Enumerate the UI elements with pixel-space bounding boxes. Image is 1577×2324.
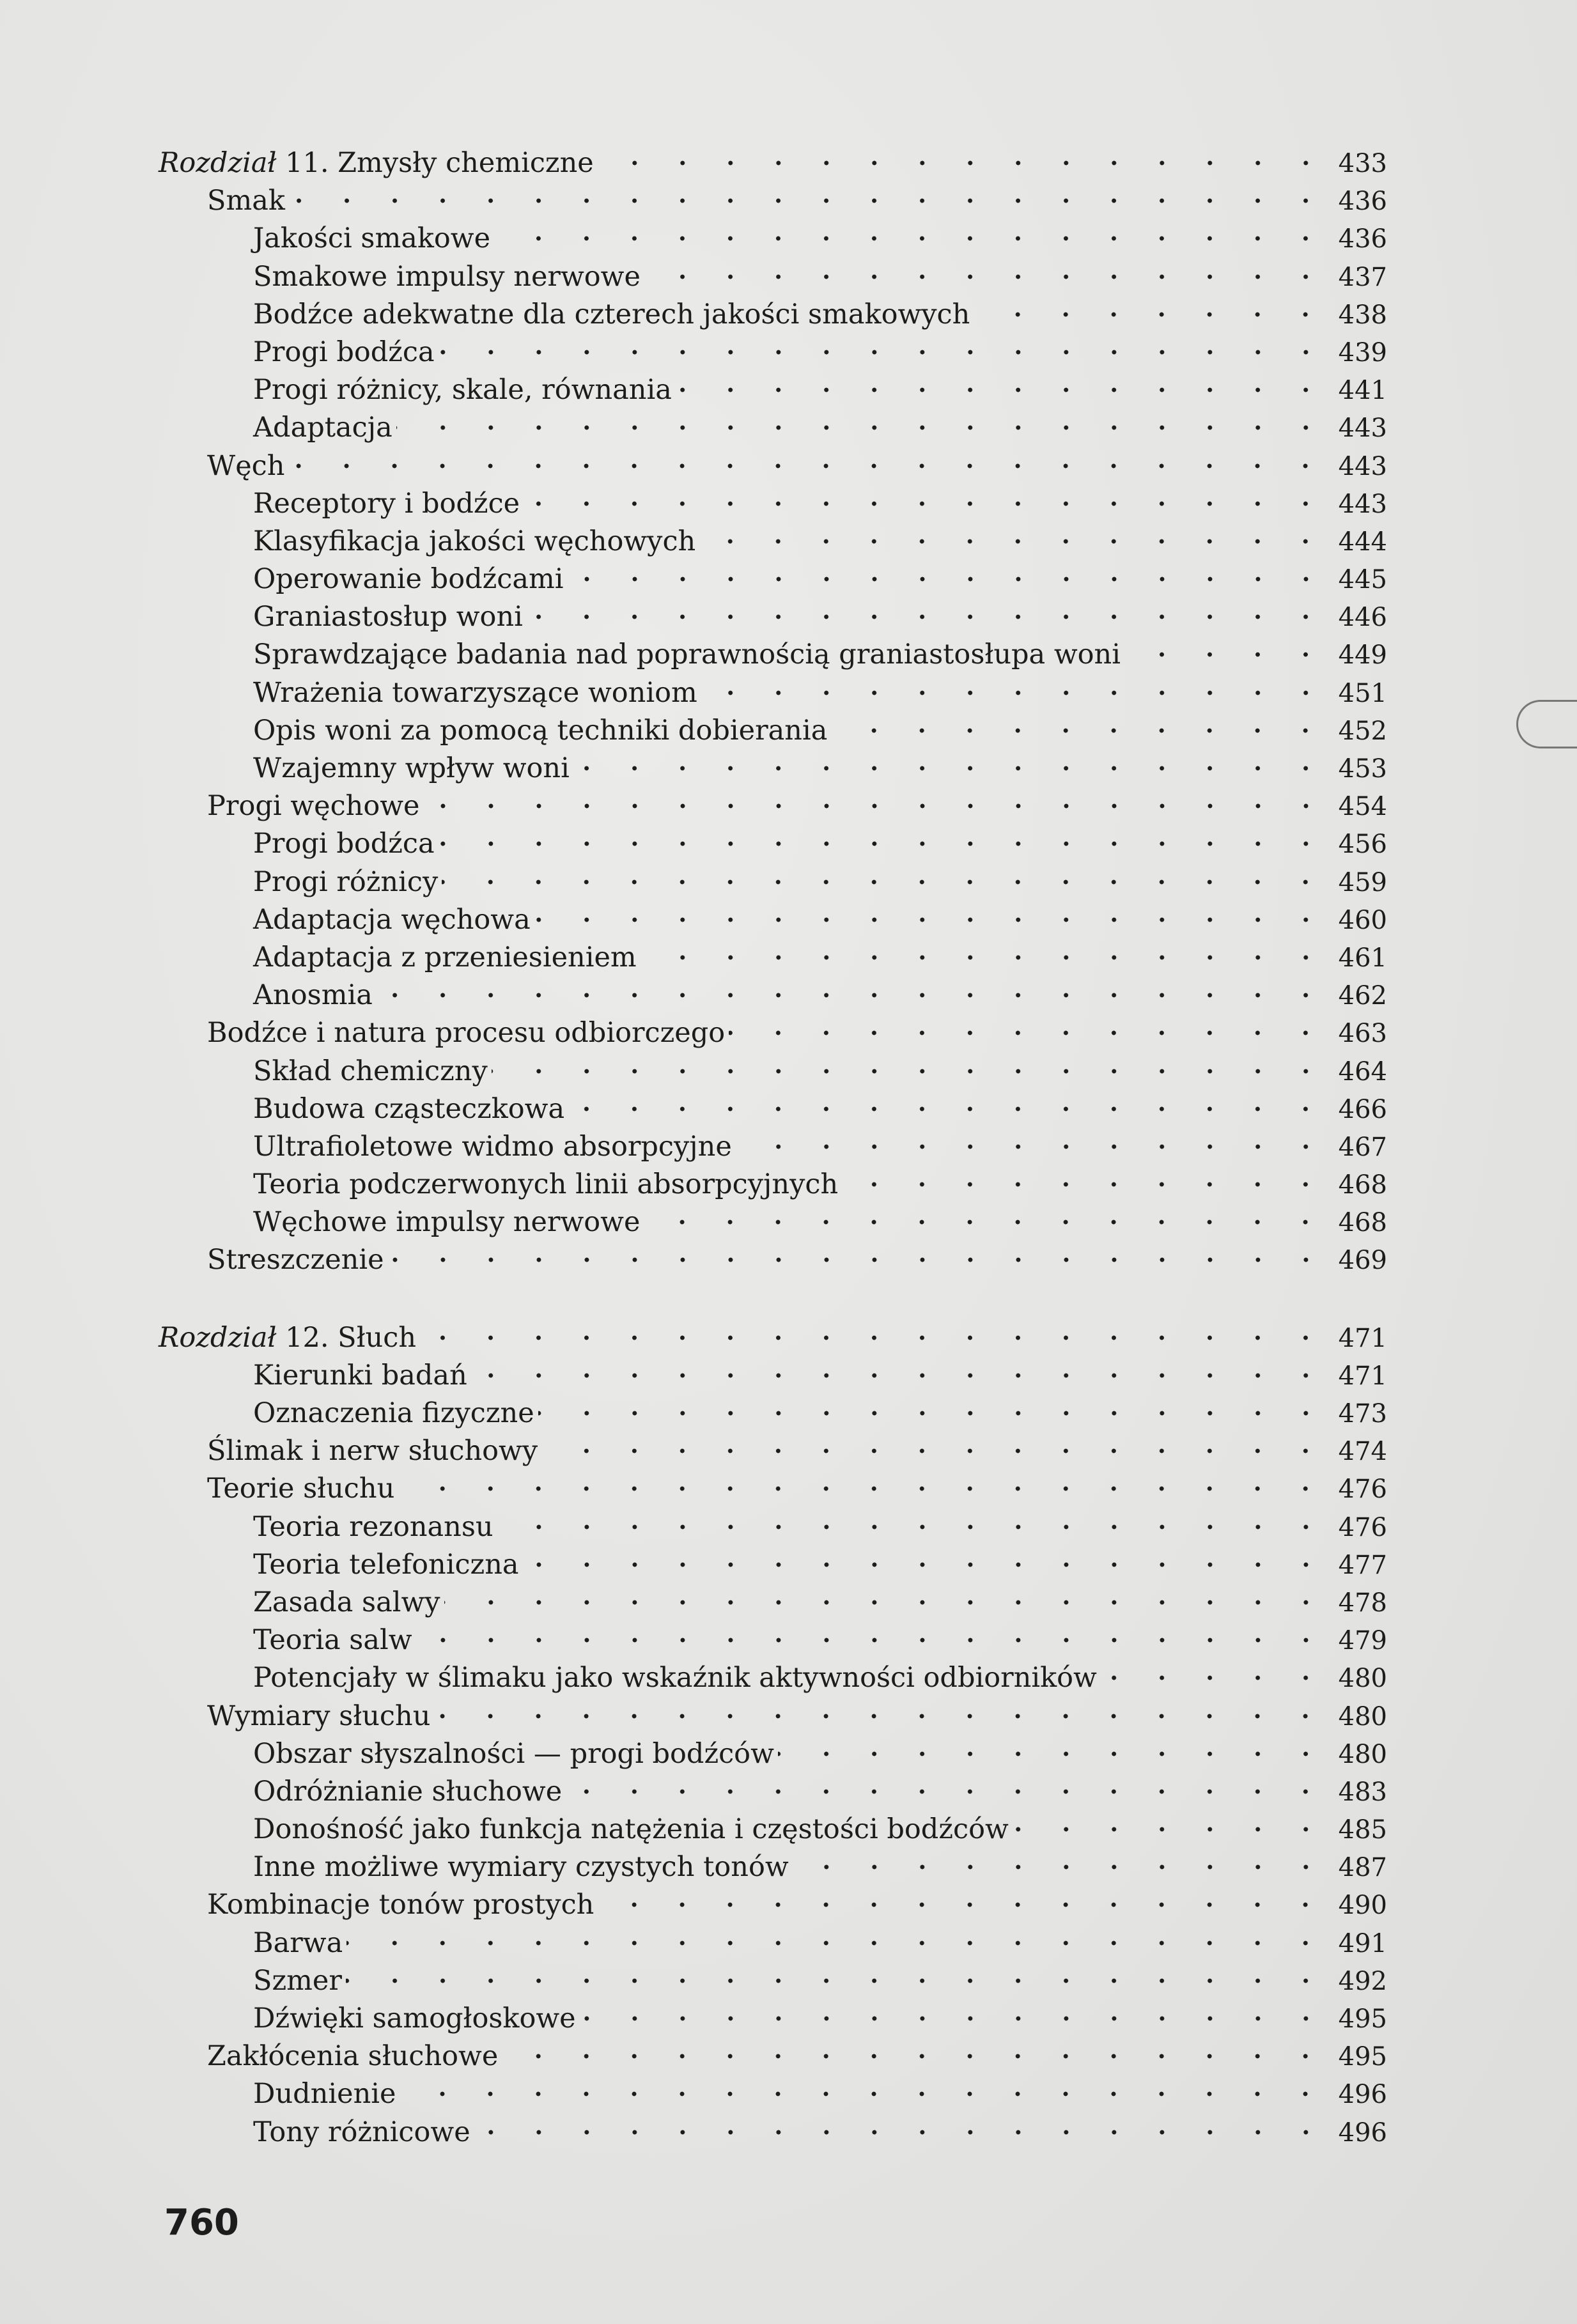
chapter-prefix: Rozdział bbox=[159, 147, 277, 179]
toc-entry-label: Dźwięki samogłoskowe bbox=[253, 2003, 576, 2034]
dot-leader bbox=[644, 1205, 1330, 1231]
toc-entry bbox=[159, 296, 1387, 334]
toc-entry-page: 446 bbox=[1338, 603, 1387, 633]
toc-entry-page: 478 bbox=[1338, 1588, 1387, 1618]
dot-leader bbox=[736, 1130, 1330, 1156]
toc-entry-page: 476 bbox=[1338, 1512, 1387, 1542]
toc-entry bbox=[159, 1053, 1387, 1090]
toc-entry bbox=[159, 1962, 1387, 2000]
toc-entry-label: Adaptacja węchowa bbox=[253, 903, 531, 936]
toc-entry-page: 480 bbox=[1338, 1701, 1387, 1731]
toc-entry-page: 466 bbox=[1338, 1094, 1387, 1124]
toc-entry bbox=[159, 864, 1387, 901]
dot-leader bbox=[793, 1850, 1330, 1876]
dot-leader bbox=[398, 1472, 1330, 1498]
toc-entry bbox=[159, 787, 1387, 825]
toc-entry-page: 480 bbox=[1338, 1664, 1387, 1694]
chapter-name: 11. Zmysły chemiczne bbox=[285, 147, 594, 179]
toc-entry-label: Skład chemiczny bbox=[253, 1055, 488, 1087]
toc-entry-page: 490 bbox=[1338, 1891, 1387, 1921]
dot-leader bbox=[566, 1775, 1330, 1801]
toc-entry-label: Potencjały w ślimaku jako wskaźnik aktywności odbiorników bbox=[253, 1662, 1097, 1694]
dot-leader bbox=[831, 714, 1330, 740]
toc-entry-label: Anosmia bbox=[253, 979, 373, 1012]
toc-entry bbox=[159, 1204, 1387, 1241]
dot-leader bbox=[439, 827, 1330, 853]
toc-entry bbox=[159, 674, 1387, 712]
toc-entry-page: 437 bbox=[1338, 262, 1387, 292]
dot-leader bbox=[729, 1016, 1330, 1042]
toc-entry-page: 485 bbox=[1338, 1815, 1387, 1845]
toc-entry bbox=[159, 1698, 1387, 1735]
dot-leader bbox=[420, 1321, 1330, 1347]
toc-entry-label: Receptory i bodźce bbox=[253, 487, 520, 520]
toc-entry-page: 464 bbox=[1338, 1057, 1387, 1087]
dot-leader bbox=[444, 1586, 1330, 1611]
dot-leader bbox=[568, 562, 1330, 588]
toc-entry-page: 477 bbox=[1338, 1550, 1387, 1580]
toc-entry bbox=[159, 447, 1387, 485]
dot-leader bbox=[416, 1623, 1330, 1649]
chapter-page-number: 433 bbox=[1338, 149, 1387, 178]
toc-entry bbox=[159, 182, 1387, 220]
toc-entry-page: 492 bbox=[1338, 1966, 1387, 1996]
toc-entry-label: Donośność jako funkcja natężenia i częstości bodźców bbox=[253, 1813, 1009, 1846]
toc-entry bbox=[159, 1432, 1387, 1470]
toc-entry bbox=[159, 1357, 1387, 1395]
toc-entry-label: Szmer bbox=[253, 1964, 342, 1997]
chapter-name: 12. Słuch bbox=[285, 1321, 417, 1354]
toc-entry-label: Smakowe impulsy nerwowe bbox=[253, 260, 641, 293]
toc-entry-page: 438 bbox=[1338, 300, 1387, 330]
dot-leader bbox=[524, 487, 1330, 513]
toc-entry-page: 476 bbox=[1338, 1475, 1387, 1505]
toc-entry-page: 471 bbox=[1338, 1361, 1387, 1391]
toc-entry-label: Odróżnianie słuchowe bbox=[253, 1775, 563, 1808]
toc-entry bbox=[159, 1584, 1387, 1622]
toc-entry-page: 463 bbox=[1338, 1019, 1387, 1049]
toc-entry-page: 487 bbox=[1338, 1853, 1387, 1883]
toc-entry-page: 473 bbox=[1338, 1399, 1387, 1429]
dot-leader bbox=[424, 789, 1330, 815]
toc-entry-label: Zakłócenia słuchowe bbox=[207, 2040, 499, 2073]
toc-entry-page: 460 bbox=[1338, 905, 1387, 935]
toc-entry-label: Węch bbox=[207, 449, 285, 482]
dot-leader bbox=[396, 411, 1330, 437]
dot-leader bbox=[492, 1055, 1330, 1080]
dot-leader bbox=[289, 184, 1330, 210]
toc-entry-label: Adaptacja z przeniesieniem bbox=[253, 941, 637, 973]
toc-entry-page: 496 bbox=[1338, 2118, 1387, 2148]
dot-leader bbox=[502, 2040, 1330, 2065]
toc-entry-label: Opis woni za pomocą techniki dobierania bbox=[253, 714, 828, 747]
toc-entry bbox=[159, 1166, 1387, 1204]
chapter-heading-row bbox=[159, 144, 1387, 182]
toc-entry bbox=[159, 636, 1387, 674]
toc-entry bbox=[159, 2000, 1387, 2038]
toc-entry-page: 495 bbox=[1338, 2004, 1387, 2034]
toc-entry bbox=[159, 1773, 1387, 1811]
toc-entry-page: 436 bbox=[1338, 224, 1387, 254]
dot-leader bbox=[842, 1168, 1330, 1193]
dot-leader bbox=[701, 676, 1330, 702]
dot-leader bbox=[1101, 1661, 1330, 1687]
dot-leader bbox=[974, 298, 1330, 323]
page-number: 760 bbox=[164, 2202, 239, 2243]
toc-entry bbox=[159, 1811, 1387, 1848]
dot-leader bbox=[288, 449, 1330, 475]
toc-entry bbox=[159, 1508, 1387, 1546]
toc-entry bbox=[159, 2075, 1387, 2113]
toc-entry bbox=[159, 977, 1387, 1014]
toc-entry bbox=[159, 523, 1387, 561]
dot-leader bbox=[346, 1964, 1330, 1990]
toc-entry bbox=[159, 485, 1387, 523]
dot-leader bbox=[541, 1434, 1330, 1460]
dot-leader bbox=[497, 1510, 1330, 1536]
dot-leader bbox=[1013, 1813, 1330, 1838]
dot-leader bbox=[573, 752, 1330, 777]
toc-entry-page: 449 bbox=[1338, 640, 1387, 670]
toc-entry-label: Sprawdzające badania nad poprawnością graniastosłupa woni bbox=[253, 639, 1121, 671]
toc-entry bbox=[159, 1395, 1387, 1432]
toc-entry-label: Ślimak i nerw słuchowy bbox=[207, 1435, 538, 1468]
dot-leader bbox=[1124, 638, 1330, 663]
toc-entry bbox=[159, 409, 1387, 447]
toc-entry-label: Teoria podczerwonych linii absorpcyjnych bbox=[253, 1168, 839, 1201]
dot-leader bbox=[377, 979, 1330, 1004]
toc-entry-page: 491 bbox=[1338, 1928, 1387, 1958]
dot-leader bbox=[434, 1700, 1330, 1725]
toc-entry-page: 443 bbox=[1338, 451, 1387, 481]
dot-leader bbox=[676, 373, 1330, 399]
toc-entry-page: 436 bbox=[1338, 187, 1387, 217]
toc-entry bbox=[159, 258, 1387, 296]
toc-entry-label: Graniastosłup woni bbox=[253, 601, 523, 633]
section-gap bbox=[159, 1280, 1387, 1319]
toc-entry-label: Wzajemny wpływ woni bbox=[253, 752, 570, 784]
toc-entry-label: Bodźce adekwatne dla czterech jakości smakowych bbox=[253, 298, 970, 330]
toc-entry-label: Wymiary słuchu bbox=[207, 1700, 431, 1732]
toc-entry-page: 453 bbox=[1338, 754, 1387, 784]
toc-entry bbox=[159, 750, 1387, 787]
dot-leader bbox=[538, 1397, 1330, 1422]
toc-entry-label: Teoria salw bbox=[253, 1624, 412, 1657]
toc-entry-label: Teorie słuchu bbox=[207, 1473, 395, 1505]
dot-leader bbox=[641, 941, 1330, 966]
dot-leader bbox=[598, 1888, 1330, 1914]
toc-entry-label: Oznaczenia fizyczne bbox=[253, 1397, 534, 1429]
toc-entry bbox=[159, 598, 1387, 636]
toc-entry bbox=[159, 561, 1387, 598]
dot-leader bbox=[644, 260, 1330, 286]
toc-entry-page: 495 bbox=[1338, 2042, 1387, 2072]
toc-entry-page: 444 bbox=[1338, 527, 1387, 557]
toc-entry-page: 479 bbox=[1338, 1626, 1387, 1656]
toc-entry bbox=[159, 1886, 1387, 1924]
chapter-page-number: 471 bbox=[1338, 1323, 1387, 1353]
chapter-title bbox=[159, 144, 594, 182]
toc-entry bbox=[159, 220, 1387, 258]
dot-leader bbox=[580, 2002, 1330, 2027]
toc-entry-page: 451 bbox=[1338, 678, 1387, 708]
toc-entry-page: 443 bbox=[1338, 489, 1387, 519]
chapter-title bbox=[159, 1319, 416, 1357]
toc-entry bbox=[159, 825, 1387, 863]
toc-entry-label: Kierunki badań bbox=[253, 1359, 467, 1391]
toc-entry-label: Operowanie bodźcami bbox=[253, 563, 564, 596]
toc-entry bbox=[159, 1014, 1387, 1052]
dot-leader bbox=[699, 525, 1330, 550]
toc-entry bbox=[159, 1622, 1387, 1659]
toc-entry-page: 468 bbox=[1338, 1208, 1387, 1238]
table-of-contents bbox=[159, 144, 1387, 2151]
toc-entry-page: 462 bbox=[1338, 981, 1387, 1011]
toc-entry-label: Progi bodźca bbox=[253, 828, 435, 860]
toc-entry-label: Smak bbox=[207, 185, 285, 217]
toc-entry-label: Teoria rezonansu bbox=[253, 1510, 493, 1543]
toc-entry-page: 443 bbox=[1338, 414, 1387, 444]
toc-entry-page: 496 bbox=[1338, 2080, 1387, 2110]
toc-entry bbox=[159, 1470, 1387, 1508]
toc-entry-page: 483 bbox=[1338, 1777, 1387, 1807]
toc-entry-label: Inne możliwe wymiary czystych tonów bbox=[253, 1851, 789, 1884]
toc-entry-label: Klasyfikacja jakości węchowych bbox=[253, 525, 696, 557]
toc-entry-label: Tony różnicowe bbox=[253, 2116, 470, 2148]
toc-entry-page: 467 bbox=[1338, 1132, 1387, 1162]
toc-entry-page: 474 bbox=[1338, 1437, 1387, 1467]
toc-entry bbox=[159, 1925, 1387, 1962]
dot-leader bbox=[534, 903, 1330, 929]
toc-entry bbox=[159, 712, 1387, 750]
dot-leader bbox=[778, 1737, 1330, 1763]
toc-entry-page: 439 bbox=[1338, 337, 1387, 368]
toc-entry-label: Wrażenia towarzyszące woniom bbox=[253, 676, 697, 709]
toc-entry-label: Węchowe impulsy nerwowe bbox=[253, 1206, 641, 1239]
toc-entry-label: Kombinacje tonów prostych bbox=[207, 1889, 594, 1921]
toc-entry-label: Ultrafioletowe widmo absorpcyjne bbox=[253, 1130, 732, 1163]
toc-entry bbox=[159, 1848, 1387, 1886]
toc-entry-label: Progi węchowe bbox=[207, 790, 420, 823]
toc-entry-page: 461 bbox=[1338, 943, 1387, 973]
toc-entry bbox=[159, 1659, 1387, 1697]
toc-entry-page: 452 bbox=[1338, 716, 1387, 746]
toc-entry-label: Teoria telefoniczna bbox=[253, 1548, 519, 1581]
dot-leader bbox=[439, 336, 1330, 361]
dot-leader bbox=[474, 2116, 1330, 2141]
toc-entry-page: 441 bbox=[1338, 376, 1387, 406]
toc-entry-page: 456 bbox=[1338, 830, 1387, 860]
toc-entry bbox=[159, 1241, 1387, 1279]
toc-entry bbox=[159, 901, 1387, 939]
dot-leader bbox=[400, 2077, 1330, 2103]
toc-entry bbox=[159, 1128, 1387, 1166]
toc-entry-label: Zasada salwy bbox=[253, 1586, 440, 1618]
dot-leader bbox=[568, 1092, 1330, 1118]
toc-entry-label: Adaptacja bbox=[253, 412, 392, 444]
toc-entry-page: 445 bbox=[1338, 565, 1387, 595]
dot-leader bbox=[527, 600, 1330, 626]
toc-entry-label: Progi różnicy, skale, równania bbox=[253, 374, 672, 407]
toc-entry-label: Budowa cząsteczkowa bbox=[253, 1092, 565, 1125]
dot-leader bbox=[494, 222, 1330, 247]
toc-entry-page: 454 bbox=[1338, 792, 1387, 822]
toc-entry bbox=[159, 1735, 1387, 1773]
toc-entry-label: Barwa bbox=[253, 1926, 343, 1959]
dot-leader bbox=[388, 1243, 1330, 1269]
toc-entry bbox=[159, 334, 1387, 371]
dot-leader bbox=[471, 1359, 1330, 1384]
dot-leader bbox=[598, 146, 1330, 172]
toc-entry-page: 480 bbox=[1338, 1739, 1387, 1769]
dot-leader bbox=[442, 865, 1330, 891]
toc-entry-label: Progi bodźca bbox=[253, 336, 435, 368]
toc-entry-label: Obszar słyszalności — progi bodźców bbox=[253, 1737, 774, 1770]
toc-entry bbox=[159, 2114, 1387, 2151]
toc-entry bbox=[159, 939, 1387, 977]
toc-entry bbox=[159, 371, 1387, 409]
dot-leader bbox=[346, 1926, 1330, 1952]
paper-clip-mark bbox=[1516, 700, 1577, 748]
dot-leader bbox=[523, 1548, 1330, 1574]
toc-entry-label: Bodźce i natura procesu odbiorczego bbox=[207, 1017, 726, 1050]
toc-entry-label: Progi różnicy bbox=[253, 865, 439, 898]
chapter-prefix: Rozdział bbox=[159, 1321, 277, 1354]
toc-entry-label: Streszczenie bbox=[207, 1244, 384, 1276]
chapter-heading-row bbox=[159, 1319, 1387, 1357]
toc-entry-page: 468 bbox=[1338, 1170, 1387, 1200]
toc-entry bbox=[159, 1090, 1387, 1128]
toc-entry-page: 469 bbox=[1338, 1246, 1387, 1276]
toc-entry-page: 459 bbox=[1338, 867, 1387, 897]
toc-entry bbox=[159, 1546, 1387, 1584]
toc-entry-label: Dudnienie bbox=[253, 2078, 396, 2111]
toc-entry bbox=[159, 2038, 1387, 2075]
toc-entry-label: Jakości smakowe bbox=[253, 222, 491, 255]
